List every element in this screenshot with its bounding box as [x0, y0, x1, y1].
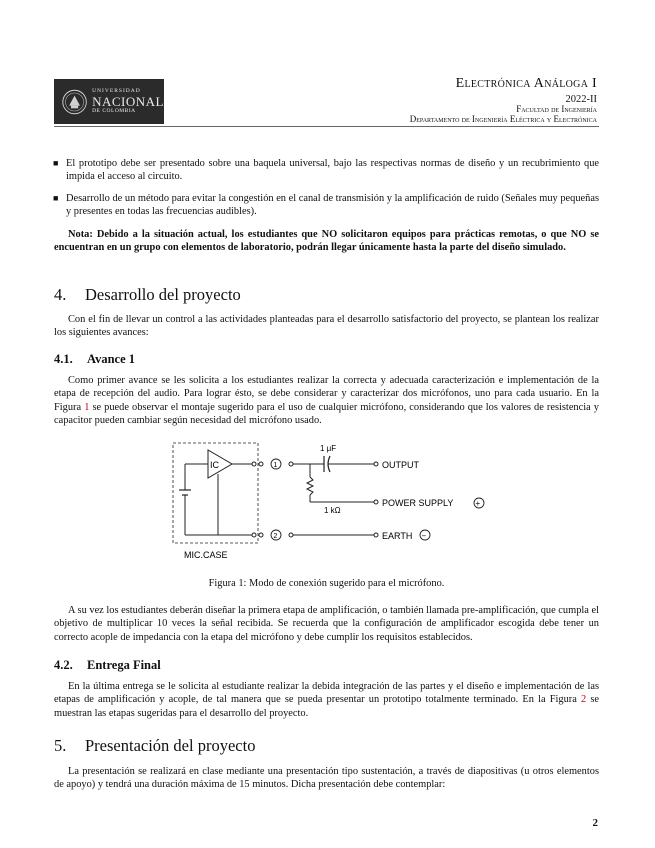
section-title: Desarrollo del proyecto — [85, 285, 241, 304]
bullet-icon: ■ — [53, 158, 59, 168]
semester: 2022-II — [565, 94, 597, 105]
course-title: Electrónica Análoga I — [455, 76, 597, 91]
bullet-item — [53, 157, 599, 184]
paragraph-text: se muestran las etapas sugeridas para el desarrollo del proyecto. — [54, 694, 599, 719]
figure-link[interactable]: 2 — [581, 694, 587, 706]
plus-sign: + — [475, 499, 481, 508]
section-heading — [54, 736, 255, 756]
mic-case-outline — [173, 443, 258, 543]
preamp-paragraph: A su vez los estudiantes deberán diseñar la primera etapa de amplificación, o también llamada pre-amplificación, que cumpla el objetivo de multiplicar 10 veces la señal recibida. Se recuerda que la configuración de amplificador escogida debe tener un correcto acople de impedancia con la etapa del micrófono y debe cumplir los requisitos establecidos. — [54, 605, 599, 643]
subsection-heading — [54, 352, 135, 367]
university-seal-icon — [61, 87, 88, 117]
figure-link[interactable]: 1 — [84, 401, 90, 413]
minus-sign: − — [421, 531, 427, 541]
section-number: 5. — [54, 736, 67, 755]
section-title: Presentación del proyecto — [85, 736, 256, 755]
bullet-text: El prototipo debe ser presentado sobre una baquela universal, bajo las respectivas normas de diseño y un recubrimiento que impida el acceso al circuito. — [66, 158, 599, 183]
logo-line-2: NACIONAL — [92, 94, 164, 109]
microphone-circuit-figure — [170, 440, 490, 565]
subsection-title: Entrega Final — [87, 658, 161, 672]
logo-line-1: UNIVERSIDAD — [92, 87, 141, 94]
figure-caption: Figura 1: Modo de conexión sugerido para el micrófono. — [208, 578, 445, 589]
paragraph-text: se puede observar el montaje sugerido para el uso de cualquier micrófono, considerando que los valores de resistencia y capacitor pueden cambiar según necesidad del micrófono usado. — [54, 401, 599, 426]
earth-label: EARTH — [382, 531, 413, 541]
page-number: 2 — [592, 817, 598, 829]
bullet-item — [53, 192, 599, 219]
subsection-title: Avance 1 — [87, 352, 136, 366]
presentation-paragraph: La presentación se realizará en clase mediante una presentación tipo sustentación, a través de diapositivas (u otros elementos de apoyo) y tendrá una duración máxima de 15 minutos. Dicha presentación debe contemplar: — [54, 766, 599, 791]
bullet-icon: ■ — [53, 193, 59, 203]
header-rule — [54, 126, 599, 127]
subsection-number: 4.1. — [54, 352, 73, 366]
resistor-symbol — [307, 477, 313, 495]
entrega-paragraph — [54, 680, 599, 720]
note-paragraph: Nota: Debido a la situación actual, los estudiantes que NO solicitaron equipos para prácticas remotas, o que NO se encuentran en un grupo con elementos de laboratorio, podrán llegar únicamente hasta la parte del diseño simulado. — [54, 229, 599, 254]
bullet-text: Desarrollo de un método para evitar la congestión en el canal de transmisión y la amplificación de ruido (Señales muy pequeñas y presentes en todas las frecuencias audibles). — [66, 193, 599, 218]
section-number: 4. — [54, 285, 67, 304]
paragraph-text: En la última entrega se le solicita al estudiante realizar la debida integración de las partes y el diseño e implementación de las etapas de amplificación y acople, de tal manera que se pueda presentar un prototipo totalmente terminado. En la Figura — [54, 681, 599, 706]
mic-case-label: MIC.CASE — [184, 550, 228, 560]
output-label: OUTPUT — [382, 460, 419, 470]
section-intro: Con el fin de llevar un control a las actividades planteadas para el desarrollo satisfactorio del proyecto, se plantean los realizar los siguientes avances: — [54, 314, 599, 339]
subsection-heading — [54, 658, 161, 673]
ic-label: IC — [210, 460, 219, 470]
power-supply-label: POWER SUPPLY — [382, 498, 454, 508]
resistor-label: 1 kΩ — [324, 506, 341, 515]
capacitor-label: 1 μF — [320, 444, 337, 453]
paragraph-text: Como primer avance se les solicita a los estudiantes realizar la correcta y adecuada caracterización e implementación de la etapa de recepción del audio. Para lograr ésto, se debe considerar y caracterizar dos micrófonos, uno para cada usuario. En la Figura — [54, 375, 599, 413]
section-heading — [54, 285, 241, 305]
pin-2-label: 2 — [273, 533, 278, 540]
faculty: Facultad de Ingeniería — [516, 104, 597, 114]
subsection-number: 4.2. — [54, 658, 73, 672]
department: Departamento de Ingeniería Eléctrica y Electrónica — [409, 114, 597, 124]
logo-line-3: DE COLOMBIA — [92, 108, 136, 114]
university-logo — [54, 79, 164, 124]
pin-1-label: 1 — [273, 462, 278, 469]
avance-paragraph — [54, 374, 599, 427]
